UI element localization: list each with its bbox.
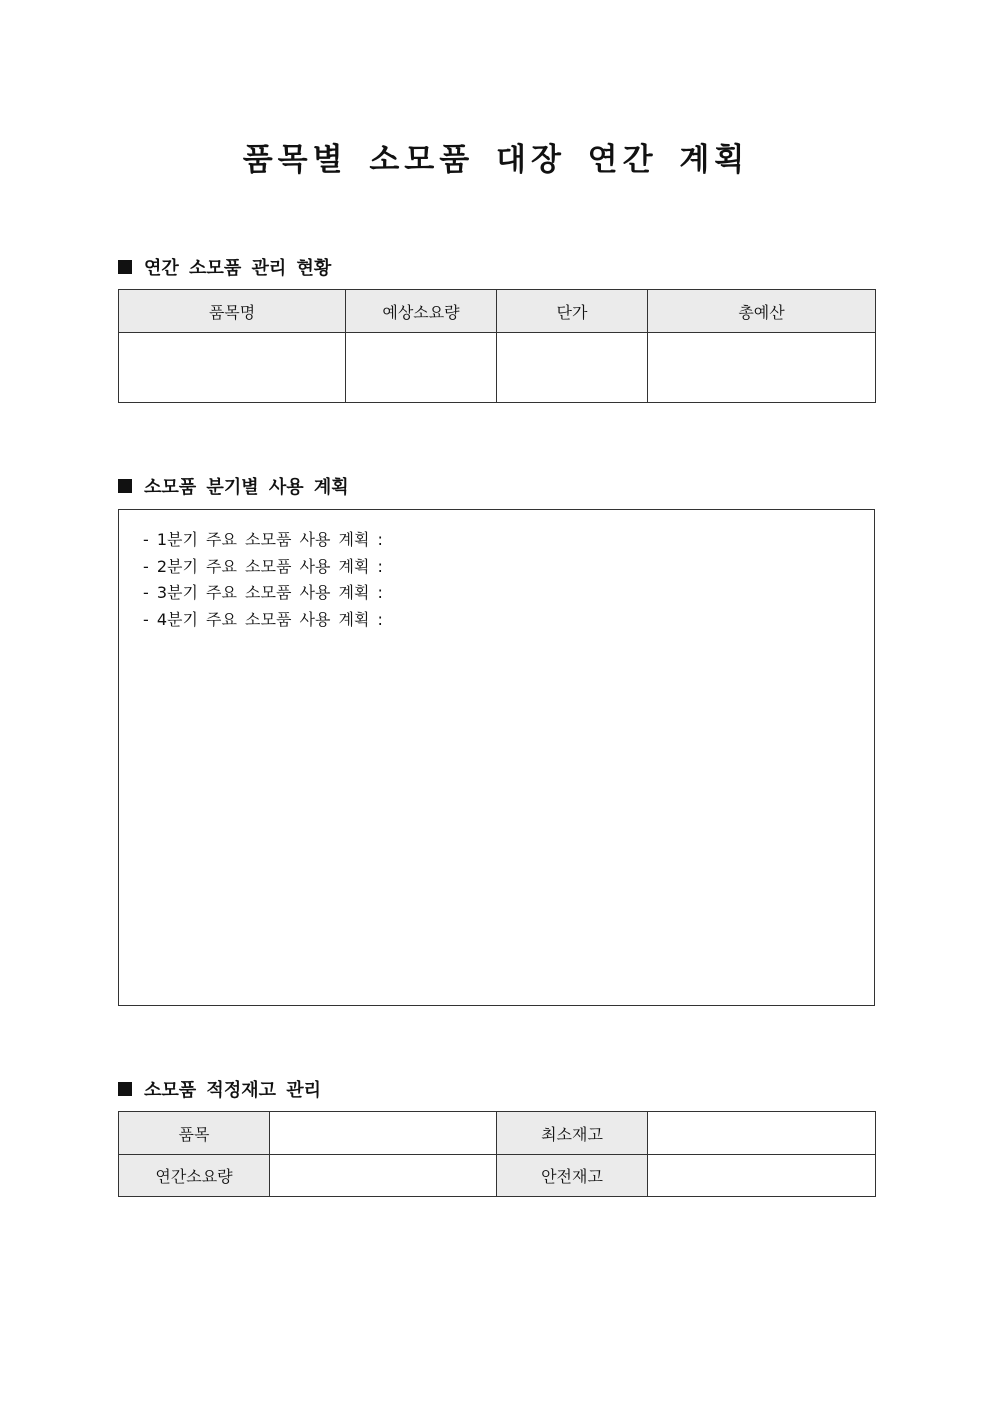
expected-quantity-cell[interactable] [346, 333, 497, 403]
section-heading-quarterly-plan [118, 473, 349, 499]
unit-price-cell[interactable] [497, 333, 648, 403]
section-heading-stock-management [118, 1076, 321, 1102]
min-stock-value-cell[interactable] [648, 1112, 876, 1155]
list-item: - 1분기 주요 소모품 사용 계획 : [143, 530, 383, 549]
safety-stock-label: 안전재고 [497, 1155, 648, 1197]
column-header-unit-price: 단가 [497, 290, 648, 333]
annual-usage-value-cell[interactable] [270, 1155, 497, 1197]
table-row [119, 333, 876, 403]
total-budget-cell[interactable] [648, 333, 876, 403]
section-heading-label: 소모품 분기별 사용 계획 [144, 477, 349, 498]
item-label: 품목 [119, 1112, 270, 1155]
quarterly-plan-list [119, 510, 874, 633]
list-item: - 3분기 주요 소모품 사용 계획 : [143, 583, 383, 602]
safety-stock-value-cell[interactable] [648, 1155, 876, 1197]
section-heading-label: 연간 소모품 관리 현황 [144, 258, 332, 279]
table-row [119, 1155, 876, 1197]
min-stock-label: 최소재고 [497, 1112, 648, 1155]
black-square-icon [118, 1082, 132, 1096]
item-name-cell[interactable] [119, 333, 346, 403]
column-header-total-budget: 총예산 [648, 290, 876, 333]
item-value-cell[interactable] [270, 1112, 497, 1155]
section-heading-annual-status [118, 254, 331, 280]
annual-usage-label: 연간소요량 [119, 1155, 270, 1197]
black-square-icon [118, 479, 132, 493]
table-row [119, 1112, 876, 1155]
column-header-expected-quantity: 예상소요량 [346, 290, 497, 333]
table-header-row [119, 290, 876, 333]
section-heading-label: 소모품 적정재고 관리 [144, 1080, 322, 1101]
quarterly-plan-box[interactable] [118, 509, 875, 1006]
column-header-item-name: 품목명 [119, 290, 346, 333]
black-square-icon [118, 260, 132, 274]
list-item: - 4분기 주요 소모품 사용 계획 : [143, 609, 383, 629]
annual-status-table [118, 289, 876, 403]
document-title: 품목별 소모품 대장 연간 계획 [242, 142, 750, 178]
list-item: - 2분기 주요 소모품 사용 계획 : [143, 556, 383, 576]
stock-management-table [118, 1111, 876, 1197]
